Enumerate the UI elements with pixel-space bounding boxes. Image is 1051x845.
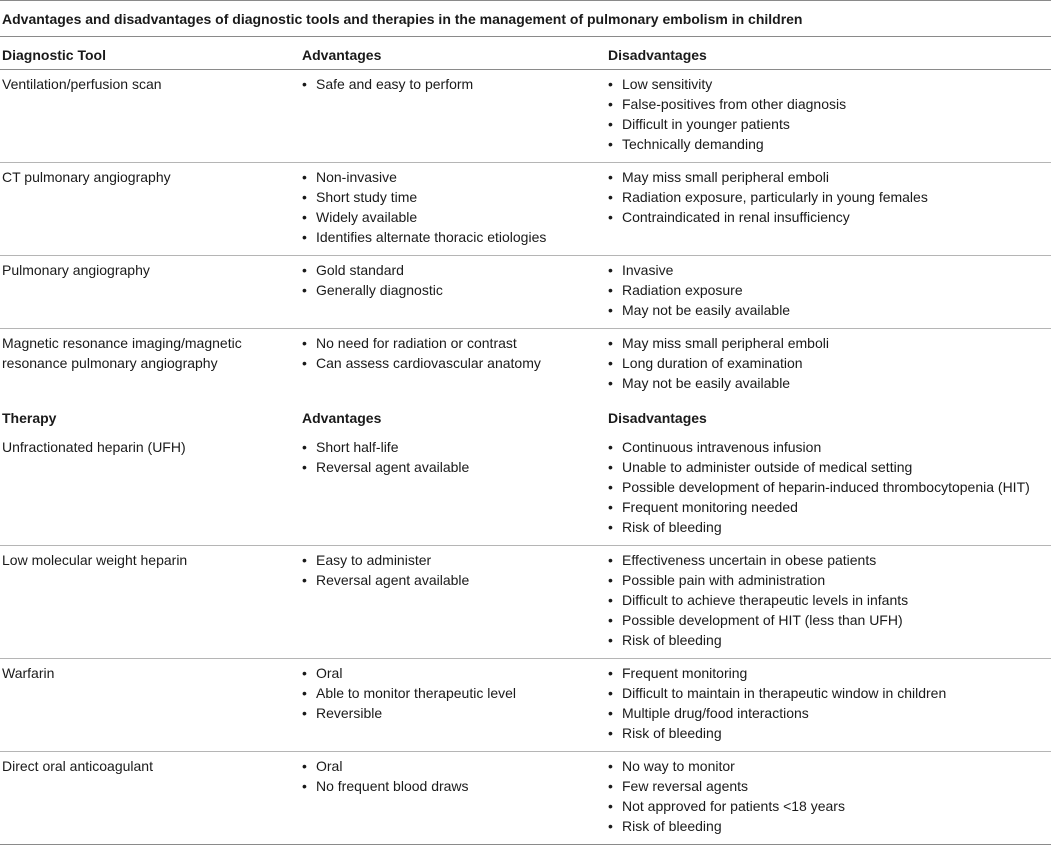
diagnostic-header-row (0, 37, 1051, 70)
advantages-cell (302, 256, 608, 329)
list-item: • Low sensitivity (608, 74, 1051, 94)
advantages-cell (302, 329, 608, 402)
row-name-cell: Warfarin (0, 659, 302, 752)
table-row (0, 752, 1051, 845)
list-item: • Widely available (302, 207, 608, 227)
disadvantages-list (608, 437, 1051, 537)
list-item: • Risk of bleeding (608, 723, 1051, 743)
list-item: • May not be easily available (608, 300, 1051, 320)
list-item: • Contraindicated in renal insufficiency (608, 207, 1051, 227)
list-item: • Non-invasive (302, 167, 608, 187)
list-item: • Difficult to achieve therapeutic levels in infants (608, 590, 1051, 610)
therapy-header-row (0, 401, 1051, 433)
list-item: • Long duration of examination (608, 353, 1051, 373)
disadvantages-list (608, 74, 1051, 154)
list-item: • Reversal agent available (302, 457, 608, 477)
list-item: • Continuous intravenous infusion (608, 437, 1051, 457)
advantages-cell (302, 163, 608, 256)
row-name-cell: Direct oral anticoagulant (0, 752, 302, 845)
list-item: • Risk of bleeding (608, 630, 1051, 650)
list-item: • No need for radiation or contrast (302, 333, 608, 353)
list-item: • Easy to administer (302, 550, 608, 570)
list-item: • Difficult in younger patients (608, 114, 1051, 134)
header-diagnostic-tool: Diagnostic Tool (0, 37, 302, 70)
list-item: • Possible development of HIT (less than UFH) (608, 610, 1051, 630)
list-item: • Can assess cardiovascular anatomy (302, 353, 608, 373)
disadvantages-list (608, 333, 1051, 393)
disadvantages-cell (608, 163, 1051, 256)
table-row (0, 433, 1051, 546)
disadvantages-list (608, 663, 1051, 743)
row-name-cell: Unfractionated heparin (UFH) (0, 433, 302, 546)
header-advantages: Advantages (302, 410, 382, 426)
list-item: • Reversal agent available (302, 570, 608, 590)
list-item: • Oral (302, 756, 608, 776)
list-item: • Possible pain with administration (608, 570, 1051, 590)
list-item: • Invasive (608, 260, 1051, 280)
disadvantages-cell (608, 256, 1051, 329)
list-item: • Oral (302, 663, 608, 683)
row-name-cell: Magnetic resonance imaging/magnetic resonance pulmonary angiography (2, 335, 242, 371)
table-row (0, 163, 1051, 256)
list-item: • Radiation exposure, particularly in young females (608, 187, 1051, 207)
advantages-list (302, 167, 608, 247)
advantages-list (302, 756, 608, 796)
disadvantages-cell (608, 659, 1051, 752)
advantages-list (302, 663, 608, 723)
list-item: • Unable to administer outside of medical setting (608, 457, 1051, 477)
list-item: • False-positives from other diagnosis (608, 94, 1051, 114)
list-item: • Short study time (302, 187, 608, 207)
table-row (0, 659, 1051, 752)
advantages-cell (302, 752, 608, 845)
list-item: • Multiple drug/food interactions (608, 703, 1051, 723)
list-item: • No frequent blood draws (302, 776, 608, 796)
list-item: • May miss small peripheral emboli (608, 333, 1051, 353)
table-row (0, 546, 1051, 659)
list-item: • Reversible (302, 703, 608, 723)
list-item: • Effectiveness uncertain in obese patients (608, 550, 1051, 570)
header-disadvantages: Disadvantages (608, 410, 707, 426)
disadvantages-list (608, 167, 1051, 227)
list-item: • May not be easily available (608, 373, 1051, 393)
list-item: • Technically demanding (608, 134, 1051, 154)
list-item: • Frequent monitoring needed (608, 497, 1051, 517)
disadvantages-list (608, 756, 1051, 836)
list-item: • Risk of bleeding (608, 517, 1051, 537)
row-name-cell: CT pulmonary angiography (0, 163, 302, 256)
table-row (0, 256, 1051, 329)
list-item: • Identifies alternate thoracic etiologies (302, 227, 608, 247)
list-item: • Difficult to maintain in therapeutic window in children (608, 683, 1051, 703)
list-item: • Frequent monitoring (608, 663, 1051, 683)
comparison-table (0, 37, 1051, 845)
table-caption: Advantages and disadvantages of diagnostic tools and therapies in the management of pulmonary embolism in children (0, 0, 1051, 37)
table-body (0, 37, 1051, 845)
list-item: • Few reversal agents (608, 776, 1051, 796)
header-disadvantages: Disadvantages (608, 37, 1051, 70)
disadvantages-list (608, 260, 1051, 320)
disadvantages-cell (608, 546, 1051, 659)
list-item: • Not approved for patients <18 years (608, 796, 1051, 816)
advantages-list (302, 333, 608, 373)
advantages-list (302, 550, 608, 590)
list-item: • Risk of bleeding (608, 816, 1051, 836)
advantages-list (302, 437, 608, 477)
disadvantages-cell (608, 329, 1051, 402)
row-name-cell: Ventilation/perfusion scan (0, 70, 302, 163)
advantages-list (302, 74, 608, 94)
list-item: • Short half-life (302, 437, 608, 457)
disadvantages-list (608, 550, 1051, 650)
disadvantages-cell (608, 752, 1051, 845)
advantages-list (302, 260, 608, 300)
list-item: • No way to monitor (608, 756, 1051, 776)
header-advantages: Advantages (302, 37, 608, 70)
list-item: • Possible development of heparin-induced thrombocytopenia (HIT) (608, 477, 1051, 497)
list-item: • Safe and easy to perform (302, 74, 608, 94)
disadvantages-cell (608, 433, 1051, 546)
advantages-cell (302, 70, 608, 163)
list-item: • Gold standard (302, 260, 608, 280)
list-item: • Able to monitor therapeutic level (302, 683, 608, 703)
advantages-cell (302, 433, 608, 546)
list-item: • May miss small peripheral emboli (608, 167, 1051, 187)
advantages-cell (302, 659, 608, 752)
header-therapy: Therapy (2, 410, 57, 426)
advantages-cell (302, 546, 608, 659)
list-item: • Radiation exposure (608, 280, 1051, 300)
table-row (0, 329, 1051, 402)
table-row (0, 70, 1051, 163)
list-item: • Generally diagnostic (302, 280, 608, 300)
row-name-cell: Low molecular weight heparin (0, 546, 302, 659)
row-name-cell: Pulmonary angiography (0, 256, 302, 329)
disadvantages-cell (608, 70, 1051, 163)
